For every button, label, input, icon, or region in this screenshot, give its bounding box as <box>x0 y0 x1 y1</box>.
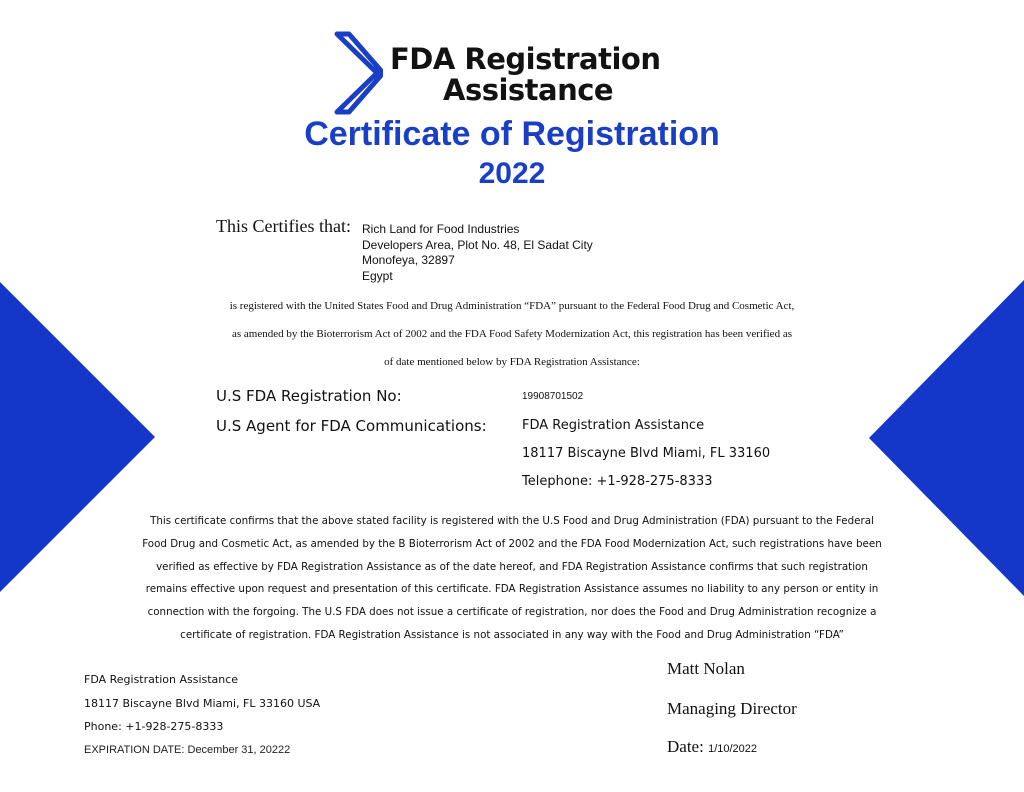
disclaimer-paragraph <box>108 510 916 647</box>
regno-label: U.S FDA Registration No: <box>216 387 402 405</box>
brand-logo-text <box>390 44 661 106</box>
agent-address: 18117 Biscayne Blvd Miami, FL 33160 <box>522 446 771 461</box>
footer-contact <box>84 668 320 762</box>
disclaimer-line: certificate of registration. FDA Registration Assistance is not associated in any way with the Food and Drug Administration “FDA” <box>180 628 844 641</box>
registrant-country: Egypt <box>362 268 393 283</box>
certificate-year: 2022 <box>478 157 546 190</box>
certifies-label: This Certifies that: <box>216 216 351 236</box>
agent-name: FDA Registration Assistance <box>522 418 705 433</box>
brand-name-line1: FDA Registration <box>390 42 661 76</box>
disclaimer-line: Food Drug and Cosmetic Act, as amended by the B Bioterrorism Act of 2002 and the FDA Food Modernization Act, such registrations have been <box>142 537 882 550</box>
signature-date <box>667 737 757 757</box>
agent-telephone: Telephone: +1-928-275-8333 <box>522 474 713 489</box>
brand-name-line2: Assistance <box>443 73 614 107</box>
statement-line: as amended by the Bioterrorism Act of 2002 and the FDA Food Safety Modernization Act, this registration has been verified as <box>232 328 792 340</box>
disclaimer-line: verified as effective by FDA Registration Assistance as of the date hereof, and FDA Registration Assistance confirms that such registration <box>156 560 868 573</box>
expiration-date: EXPIRATION DATE: December 31, 20222 <box>84 743 291 756</box>
registrant-address <box>362 222 593 284</box>
footer-phone: Phone: +1-928-275-8333 <box>84 720 224 733</box>
registrant-region: Monofeya, 32897 <box>362 253 455 267</box>
regno-value: 19908701502 <box>522 391 584 402</box>
agent-label: U.S Agent for FDA Communications: <box>216 417 487 435</box>
registrant-street: Developers Area, Plot No. 48, El Sadat City <box>362 237 593 252</box>
signatory-name: Matt Nolan <box>667 659 745 678</box>
signatory-title: Managing Director <box>667 699 797 718</box>
date-label: Date: <box>667 737 704 756</box>
registration-statement <box>140 292 884 376</box>
certificate-title: Certificate of Registration <box>304 115 720 153</box>
chevron-logo-icon <box>333 30 383 116</box>
footer-address: 18117 Biscayne Blvd Miami, FL 33160 USA <box>84 696 321 710</box>
disclaimer-line: This certificate confirms that the above stated facility is registered with the U.S Food and Drug Administration (FDA) pursuant to the Federal <box>150 515 874 527</box>
date-value: 1/10/2022 <box>708 743 758 755</box>
statement-line: is registered with the United States Food and Drug Administration “FDA” pursuant to the Federal Food Drug and Cosmetic Act, <box>229 300 795 312</box>
registrant-name: Rich Land for Food Industries <box>362 222 520 236</box>
statement-line: of date mentioned below by FDA Registration Assistance: <box>384 356 640 368</box>
footer-company: FDA Registration Assistance <box>84 673 239 686</box>
disclaimer-line: remains effective upon request and presentation of this certificate. FDA Registration Assistance assumes no liability to any person or entity in <box>145 583 879 596</box>
disclaimer-line: connection with the forgoing. The U.S FDA does not issue a certificate of registration, nor does the Food and Drug Administration recognize a <box>147 606 877 619</box>
